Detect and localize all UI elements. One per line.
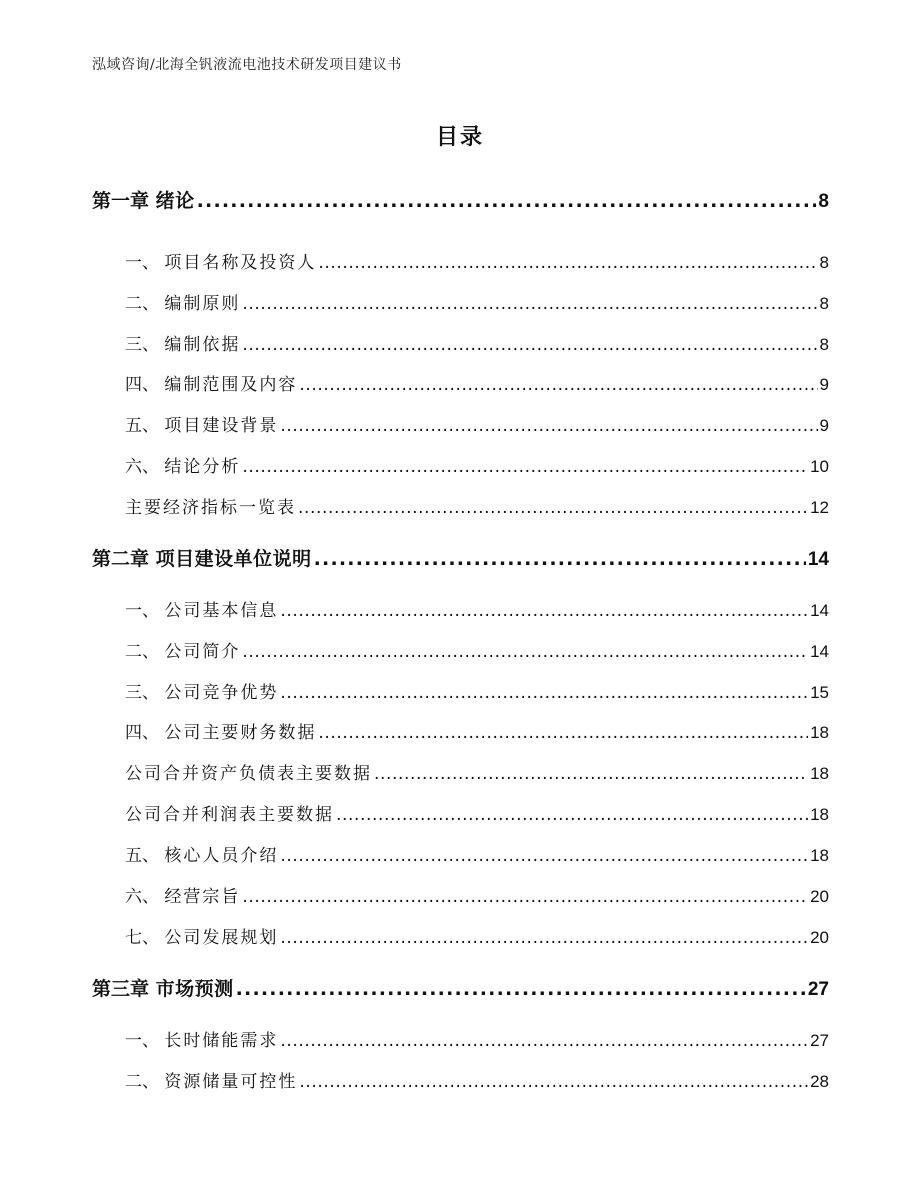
toc-entry[interactable] <box>125 1026 829 1051</box>
toc-entry-page-number: 8 <box>819 294 829 313</box>
toc-entry-number: 一、 <box>125 253 165 273</box>
dot-leader <box>280 601 808 621</box>
toc-entry[interactable] <box>125 718 829 743</box>
toc-entry[interactable] <box>125 1067 829 1092</box>
toc-entry-page-number: 8 <box>819 253 829 272</box>
toc-entry[interactable] <box>125 493 829 518</box>
toc-entry-number: 五、 <box>125 416 165 436</box>
toc-entry-number: 第一章 <box>92 190 156 212</box>
dot-leader <box>242 335 817 355</box>
toc-entry-label: 编制范围及内容 <box>164 375 298 395</box>
dot-leader <box>236 978 806 1000</box>
toc-entry[interactable] <box>125 596 829 621</box>
toc-entry-number: 一、 <box>125 1031 165 1051</box>
dot-leader <box>299 1072 808 1092</box>
dot-leader <box>318 723 808 743</box>
toc-entry-page-number: 8 <box>818 191 829 212</box>
dot-leader <box>298 498 808 518</box>
toc-entry[interactable] <box>125 637 829 662</box>
toc-entry-label: 市场预测 <box>155 978 234 1000</box>
toc-entry-page-number: 27 <box>807 979 829 1000</box>
toc-entry-label: 长时储能需求 <box>164 1031 279 1051</box>
toc-entry[interactable] <box>125 452 829 477</box>
toc-chapter-entry[interactable] <box>92 974 829 1001</box>
toc-entry-page-number: 18 <box>810 764 829 783</box>
dot-leader <box>314 548 806 570</box>
toc-entry-page-number: 15 <box>810 683 829 702</box>
page-title: 目录 <box>435 125 484 150</box>
toc-entry-number: 一、 <box>125 601 165 621</box>
toc-entry[interactable] <box>125 841 829 866</box>
toc-chapter-entry[interactable] <box>92 544 829 571</box>
toc-entry-label: 公司竞争优势 <box>164 683 279 703</box>
toc-entry[interactable] <box>125 759 829 784</box>
dot-leader <box>280 416 817 436</box>
dot-leader <box>280 1031 808 1051</box>
dot-leader <box>242 294 817 314</box>
toc-entry-page-number: 18 <box>810 846 829 865</box>
toc-entry-label: 项目名称及投资人 <box>164 253 317 273</box>
toc-entry-number: 六、 <box>125 887 165 907</box>
toc-entry[interactable] <box>125 289 829 314</box>
toc-entry-label: 经营宗旨 <box>164 887 241 907</box>
toc-entry-page-number: 28 <box>810 1072 829 1091</box>
dot-leader <box>242 642 808 662</box>
dot-leader <box>299 375 817 395</box>
toc-entry-page-number: 12 <box>810 498 829 517</box>
toc-entry-page-number: 14 <box>810 642 829 661</box>
toc-entry-page-number: 27 <box>810 1031 829 1050</box>
dot-leader <box>242 457 808 477</box>
toc-entry-number: 二、 <box>125 294 165 314</box>
toc-entry[interactable] <box>125 800 829 825</box>
running-header: 泓域咨询/北海全钒液流电池技术研发项目建议书 <box>92 57 402 73</box>
toc-entry-label: 绪论 <box>155 190 195 212</box>
toc-entry-number: 二、 <box>125 642 165 662</box>
toc-entry-number: 第三章 <box>92 978 156 1000</box>
toc-entry-page-number: 9 <box>819 416 829 435</box>
toc-entry-label: 公司合并利润表主要数据 <box>125 805 334 825</box>
toc-entry-page-number: 20 <box>810 928 829 947</box>
dot-leader <box>280 846 808 866</box>
toc-entry-page-number: 14 <box>810 601 829 620</box>
toc-entry-number: 四、 <box>125 723 165 743</box>
toc-entry-page-number: 18 <box>810 723 829 742</box>
toc-entry-page-number: 14 <box>807 549 829 570</box>
toc-entry-label: 项目建设背景 <box>164 416 279 436</box>
toc-entry-number: 二、 <box>125 1072 165 1092</box>
toc-entry-label: 项目建设单位说明 <box>155 548 312 570</box>
toc-chapter-entry[interactable] <box>92 186 829 213</box>
dot-leader <box>318 253 817 273</box>
toc-entry-label: 公司基本信息 <box>164 601 279 621</box>
toc-entry-label: 资源储量可控性 <box>164 1072 298 1092</box>
toc-entry[interactable] <box>125 923 829 948</box>
toc-entry[interactable] <box>125 248 829 273</box>
toc-entry-number: 第二章 <box>92 548 156 570</box>
toc-entry-label: 核心人员介绍 <box>164 846 279 866</box>
toc-entry-label: 编制原则 <box>164 294 241 314</box>
toc-entry[interactable] <box>125 882 829 907</box>
toc-entry[interactable] <box>125 411 829 436</box>
toc-entry-label: 公司合并资产负债表主要数据 <box>125 764 372 784</box>
toc-entry-number: 七、 <box>125 928 165 948</box>
dot-leader <box>242 887 808 907</box>
dot-leader <box>336 805 808 825</box>
toc-entry[interactable] <box>125 330 829 355</box>
toc-entry[interactable] <box>125 370 829 395</box>
toc-entry-label: 主要经济指标一览表 <box>125 498 296 518</box>
toc-entry-label: 公司简介 <box>164 642 241 662</box>
toc-entry-page-number: 18 <box>810 805 829 824</box>
toc-entry-label: 公司主要财务数据 <box>164 723 317 743</box>
toc-entry-label: 编制依据 <box>164 335 241 355</box>
dot-leader <box>280 683 808 703</box>
toc-entry-number: 六、 <box>125 457 165 477</box>
toc-entry-page-number: 10 <box>810 457 829 476</box>
dot-leader <box>374 764 808 784</box>
toc-entry-page-number: 9 <box>819 375 829 394</box>
toc-entry-number: 三、 <box>125 335 165 355</box>
toc-entry-number: 四、 <box>125 375 165 395</box>
toc-entry-label: 结论分析 <box>164 457 241 477</box>
toc-entry-number: 五、 <box>125 846 165 866</box>
toc-entry-label: 公司发展规划 <box>164 928 279 948</box>
toc-entry-number: 三、 <box>125 683 165 703</box>
dot-leader <box>197 190 817 212</box>
toc-entry-page-number: 20 <box>810 887 829 906</box>
toc-entry-page-number: 8 <box>819 335 829 354</box>
toc-entry[interactable] <box>125 678 829 703</box>
dot-leader <box>280 928 808 948</box>
